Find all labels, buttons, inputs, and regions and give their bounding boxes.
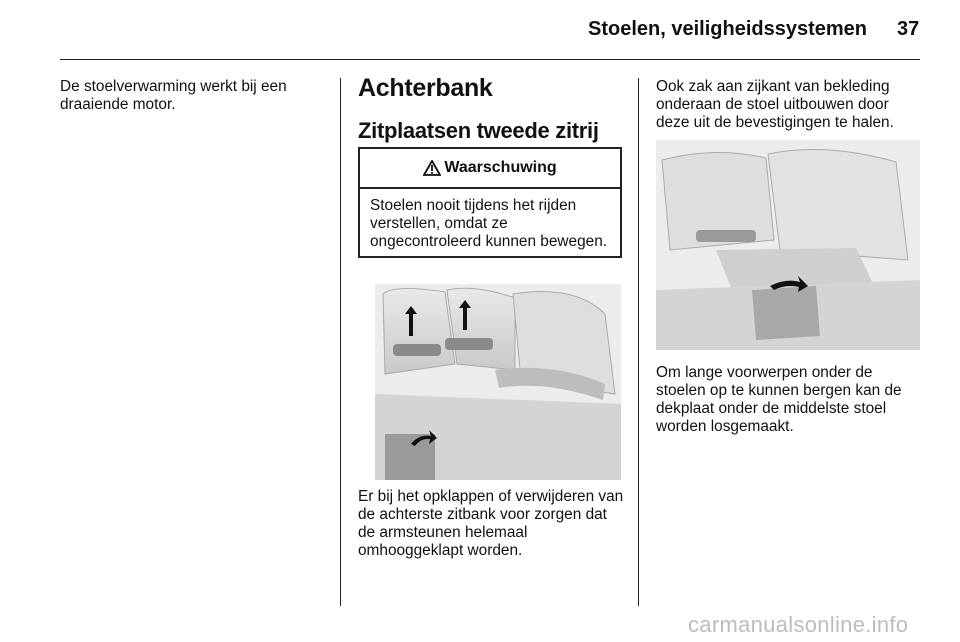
- seat-side-pocket-illustration: [656, 140, 920, 350]
- column-divider-left: [340, 78, 341, 606]
- warning-text: Stoelen nooit tijdens het rijden verstellen, omdat ze ongecontroleerd kunnen bewegen.: [370, 197, 608, 250]
- column-divider-right: [638, 78, 639, 606]
- cover-plate-paragraph: Om lange voorwerpen onder de stoelen op te kunnen bergen kan de dekplaat onder de middelste stoel worden losgemaakt.: [656, 364, 902, 435]
- warning-header: [360, 149, 620, 189]
- header-rule: [60, 59, 920, 60]
- page-title: Stoelen, veiligheidssystemen: [588, 18, 867, 40]
- armrest-paragraph: Er bij het opklappen of verwijderen van de achterste zitbank voor zorgen dat de armsteunen helemaal omhooggeklapt worden.: [358, 488, 624, 559]
- column-3-text-top: [656, 78, 922, 132]
- warning-box: [358, 147, 622, 258]
- warning-triangle-icon: [423, 160, 441, 176]
- watermark: carmanualsonline.info: [688, 612, 909, 637]
- section-subheading: Zitplaatsen tweede zitrij: [358, 118, 599, 143]
- page-number: 37: [897, 18, 920, 40]
- seat-heating-paragraph: De stoelverwarming werkt bij een draaiende motor.: [60, 78, 287, 113]
- column-3-text-bottom: [656, 364, 922, 436]
- column-2-text: [358, 488, 624, 560]
- rear-seat-armrests-illustration: [375, 284, 621, 480]
- section-heading: Achterbank: [358, 74, 493, 102]
- side-pocket-paragraph: Ook zak aan zijkant van bekleding onderaan de stoel uitbouwen door deze uit de bevestigingen te halen.: [656, 78, 894, 131]
- warning-title: Waarschuwing: [444, 159, 557, 176]
- column-1: [60, 78, 322, 114]
